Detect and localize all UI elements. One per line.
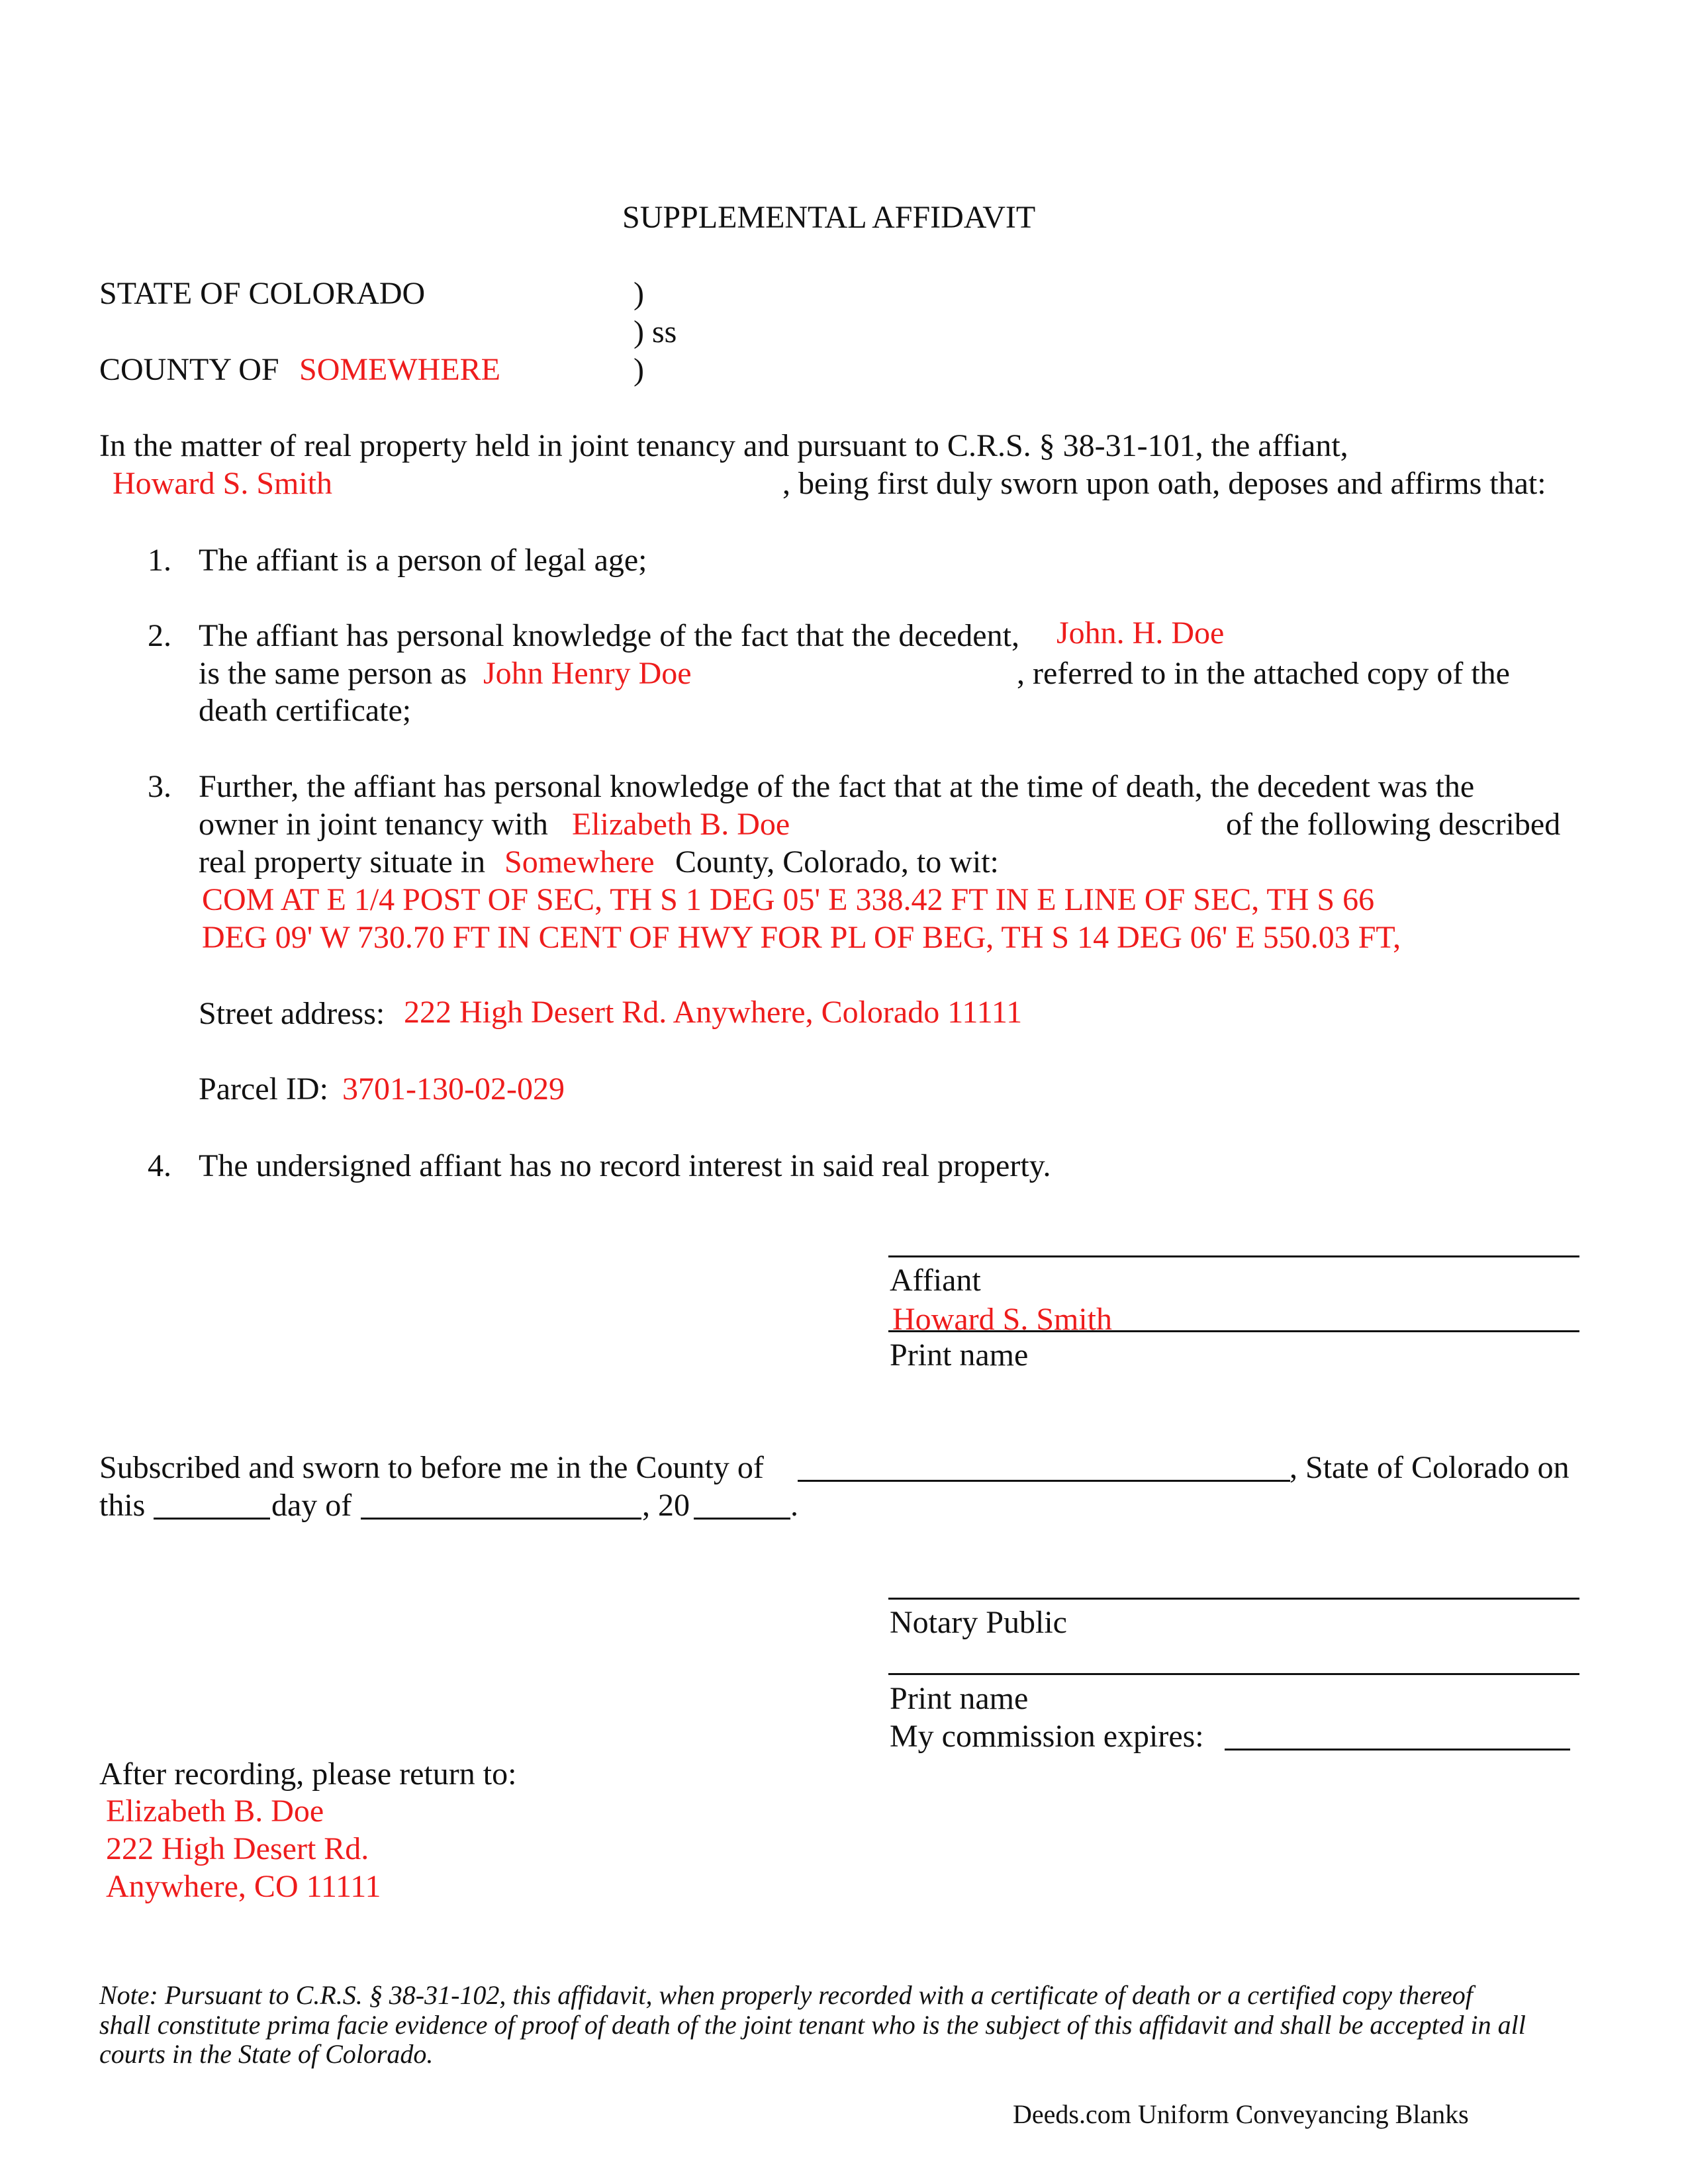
legal-description-line-2: DEG 09' W 730.70 FT IN CENT OF HWY FOR PL OF BEG, TH S 14 DEG 06' E 550.03 FT, xyxy=(202,920,1401,955)
jurat-line-1b: , State of Colorado on xyxy=(1289,1450,1570,1485)
venue-paren-ss: ) ss xyxy=(633,314,677,349)
jurat-line-1a: Subscribed and sworn to before me in the County of xyxy=(99,1450,764,1485)
notary-print-name-label: Print name xyxy=(890,1681,1029,1716)
note-line-1: Note: Pursuant to C.R.S. § 38-31-102, this affidavit, when properly recorded with a certificate of death or a certified copy thereof xyxy=(99,1980,1473,2010)
item-text-3e: County, Colorado, to wit: xyxy=(675,844,999,880)
item-number-1: 1. xyxy=(148,543,171,578)
jurat-this: this xyxy=(99,1488,146,1523)
item-text-3d: real property situate in xyxy=(199,844,486,880)
jurat-county-blank[interactable] xyxy=(798,1452,1290,1482)
jurat-comma-20: , 20 xyxy=(642,1488,690,1523)
item-text-1: The affiant is a person of legal age; xyxy=(199,543,647,578)
jurat-day-of: day of xyxy=(271,1488,352,1523)
item-text-2b: is the same person as xyxy=(199,656,467,691)
jurat-day-blank[interactable] xyxy=(154,1490,270,1520)
item-text-3b: owner in joint tenancy with xyxy=(199,807,548,842)
legal-description-line-1: COM AT E 1/4 POST OF SEC, TH S 1 DEG 05' E 338.42 FT IN E LINE OF SEC, TH S 66 xyxy=(202,882,1375,917)
note-line-3: courts in the State of Colorado. xyxy=(99,2039,434,2069)
state-label: STATE OF COLORADO xyxy=(99,276,426,311)
commission-expires-label: My commission expires: xyxy=(890,1719,1204,1754)
jurat-period: . xyxy=(790,1488,798,1523)
jurat-month-blank[interactable] xyxy=(361,1490,641,1520)
notary-public-label: Notary Public xyxy=(890,1605,1067,1640)
item-text-3a: Further, the affiant has personal knowledge of the fact that at the time of death, the decedent was the xyxy=(199,769,1475,804)
item-number-4: 4. xyxy=(148,1148,171,1183)
affiant-signature-line[interactable] xyxy=(888,1255,1579,1257)
county-label: COUNTY OF xyxy=(99,352,279,387)
street-address-value: 222 High Desert Rd. Anywhere, Colorado 11111 xyxy=(404,995,1023,1030)
affiant-label: Affiant xyxy=(890,1263,981,1298)
parcel-id-value: 3701-130-02-029 xyxy=(342,1071,565,1107)
intro-line-1: In the matter of real property held in joint tenancy and pursuant to C.R.S. § 38-31-101, the affiant, xyxy=(99,428,1348,463)
property-county: Somewhere xyxy=(504,844,655,880)
notary-signature-line[interactable] xyxy=(888,1598,1579,1600)
item-text-2a: The affiant has personal knowledge of the fact that the decedent, xyxy=(199,618,1019,653)
affiant-printed-name: Howard S. Smith xyxy=(892,1302,1113,1337)
print-name-line[interactable] xyxy=(888,1330,1579,1332)
return-to-street: 222 High Desert Rd. xyxy=(106,1831,369,1866)
item-number-3: 3. xyxy=(148,769,171,804)
document-title: SUPPLEMENTAL AFFIDAVIT xyxy=(622,200,1036,235)
note-line-2: shall constitute prima facie evidence of proof of death of the joint tenant who is the subject of this affidavit and shall be accepted in all xyxy=(99,2010,1526,2040)
affiant-name: Howard S. Smith xyxy=(113,466,333,501)
parcel-id-label: Parcel ID: xyxy=(199,1071,328,1107)
affiant-print-name-label: Print name xyxy=(890,1338,1029,1373)
item-number-2: 2. xyxy=(148,618,171,653)
joint-tenant-name: Elizabeth B. Doe xyxy=(572,807,790,842)
commission-expires-blank[interactable] xyxy=(1225,1721,1570,1751)
venue-paren-bottom: ) xyxy=(633,352,644,387)
return-to-city: Anywhere, CO 11111 xyxy=(106,1869,381,1904)
county-value: SOMEWHERE xyxy=(299,352,500,387)
decedent-alias: John Henry Doe xyxy=(483,656,692,691)
street-address-label: Street address: xyxy=(199,996,385,1031)
return-to-name: Elizabeth B. Doe xyxy=(106,1794,324,1829)
decedent-name: John. H. Doe xyxy=(1056,615,1225,651)
footer-credit: Deeds.com Uniform Conveyancing Blanks xyxy=(1013,2099,1469,2129)
notary-print-name-line[interactable] xyxy=(888,1673,1579,1675)
jurat-year-blank[interactable] xyxy=(694,1490,790,1520)
intro-line-2: , being first duly sworn upon oath, deposes and affirms that: xyxy=(782,466,1546,501)
item-text-2c: , referred to in the attached copy of the xyxy=(1017,656,1510,691)
item-text-4: The undersigned affiant has no record interest in said real property. xyxy=(199,1148,1051,1183)
item-text-2d: death certificate; xyxy=(199,693,412,728)
item-text-3c: of the following described xyxy=(1226,807,1561,842)
return-to-label: After recording, please return to: xyxy=(99,1756,517,1792)
venue-paren-top: ) xyxy=(633,276,644,311)
